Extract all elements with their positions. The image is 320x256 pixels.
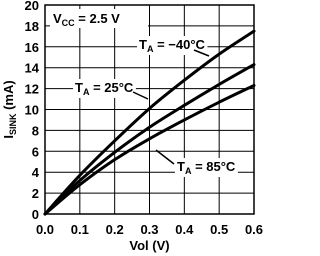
y-tick-label: 8 bbox=[31, 123, 39, 139]
y-tick-label: 18 bbox=[24, 18, 39, 34]
y-tick-label: 4 bbox=[31, 165, 39, 181]
y-axis-label-main: I bbox=[1, 135, 16, 139]
annot-sub: A bbox=[184, 166, 192, 176]
y-tick-label: 16 bbox=[24, 39, 39, 55]
x-tick-label: 0.3 bbox=[140, 222, 159, 237]
y-tick-label: 12 bbox=[24, 81, 39, 97]
x-tick-label: 0.6 bbox=[244, 222, 264, 237]
y-axis-label-unit: (mA) bbox=[1, 80, 16, 114]
x-axis-label: Vol (V) bbox=[129, 238, 170, 253]
annot-prefix: T bbox=[139, 37, 147, 52]
y-tick-label: 0 bbox=[31, 207, 39, 222]
y-tick-label: 14 bbox=[24, 60, 39, 76]
y-axis-label bbox=[1, 80, 18, 138]
condition-prefix: V bbox=[53, 11, 62, 26]
y-tick-label: 6 bbox=[31, 144, 39, 160]
annot-suffix: = −40°C bbox=[153, 37, 205, 52]
x-tick-label: 0.1 bbox=[70, 222, 89, 237]
annot-sub: A bbox=[82, 87, 90, 97]
y-tick-label: 2 bbox=[31, 186, 39, 202]
annot-prefix: T bbox=[177, 159, 185, 174]
annot-prefix: T bbox=[75, 80, 83, 95]
annot-suffix: = 25°C bbox=[89, 80, 134, 95]
annot-suffix: = 85°C bbox=[191, 159, 236, 174]
x-tick-label: 0.5 bbox=[210, 222, 229, 237]
condition-suffix: = 2.5 V bbox=[74, 11, 120, 26]
x-tick-label: 0.2 bbox=[105, 222, 124, 237]
y-axis-label-sub: SINK bbox=[8, 113, 18, 136]
annot-85c-leader bbox=[156, 150, 174, 164]
y-tick-label: 10 bbox=[24, 102, 39, 118]
x-tick-label: 0.4 bbox=[175, 222, 194, 237]
condition-sub: CC bbox=[61, 18, 75, 28]
y-tick-label: 20 bbox=[24, 0, 39, 13]
x-tick-label: 0.0 bbox=[35, 222, 55, 237]
annot-sub: A bbox=[146, 44, 154, 54]
